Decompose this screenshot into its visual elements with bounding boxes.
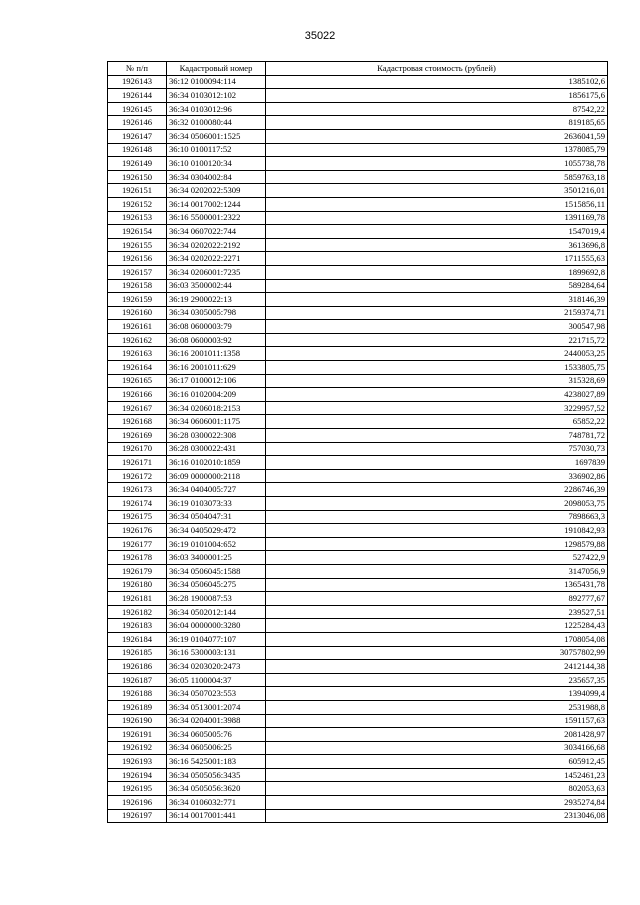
table-row xyxy=(108,401,608,415)
table-row xyxy=(108,225,608,239)
cadastral-number-cell: 36:34 0513001:2074 xyxy=(167,700,266,714)
row-number-cell: 1926183 xyxy=(108,619,167,633)
row-number-cell: 1926190 xyxy=(108,714,167,728)
table-row xyxy=(108,469,608,483)
table-header-row xyxy=(108,62,608,76)
table-row xyxy=(108,578,608,592)
row-number-cell: 1926186 xyxy=(108,660,167,674)
row-number-cell: 1926144 xyxy=(108,89,167,103)
cadastral-value-cell: 2286746,39 xyxy=(266,483,608,497)
cadastral-value-cell: 3147056,9 xyxy=(266,564,608,578)
row-number-cell: 1926148 xyxy=(108,143,167,157)
table-row xyxy=(108,170,608,184)
row-number-cell: 1926188 xyxy=(108,687,167,701)
row-number-cell: 1926181 xyxy=(108,592,167,606)
cadastral-value-cell: 2081428,97 xyxy=(266,728,608,742)
cadastral-value-cell: 3229957,52 xyxy=(266,401,608,415)
cadastral-value-cell: 315328,69 xyxy=(266,374,608,388)
table-row xyxy=(108,197,608,211)
row-number-cell: 1926197 xyxy=(108,809,167,823)
row-number-cell: 1926187 xyxy=(108,673,167,687)
cadastral-value-cell: 1225284,43 xyxy=(266,619,608,633)
table-row xyxy=(108,497,608,511)
row-number-cell: 1926175 xyxy=(108,510,167,524)
cadastral-number-cell: 36:28 0300022:431 xyxy=(167,442,266,456)
row-number-cell: 1926165 xyxy=(108,374,167,388)
table-row xyxy=(108,102,608,116)
cadastral-value-cell: 336902,86 xyxy=(266,469,608,483)
cadastral-value-cell: 7898663,3 xyxy=(266,510,608,524)
table-row xyxy=(108,592,608,606)
row-number-cell: 1926196 xyxy=(108,796,167,810)
table-row xyxy=(108,184,608,198)
table-row xyxy=(108,537,608,551)
header-row-number: № п/п xyxy=(108,62,167,76)
row-number-cell: 1926151 xyxy=(108,184,167,198)
cadastral-value-cell: 2098053,75 xyxy=(266,497,608,511)
table-row xyxy=(108,728,608,742)
cadastral-value-cell: 65852,22 xyxy=(266,415,608,429)
cadastral-number-cell: 36:34 0206001:7235 xyxy=(167,265,266,279)
table-row xyxy=(108,129,608,143)
cadastral-number-cell: 36:17 0100012:106 xyxy=(167,374,266,388)
cadastral-value-cell: 87542,22 xyxy=(266,102,608,116)
table-row xyxy=(108,700,608,714)
cadastral-number-cell: 36:14 0017002:1244 xyxy=(167,197,266,211)
row-number-cell: 1926177 xyxy=(108,537,167,551)
cadastral-number-cell: 36:34 0206018:2153 xyxy=(167,401,266,415)
cadastral-number-cell: 36:19 0103073:33 xyxy=(167,497,266,511)
cadastral-number-cell: 36:34 0607022:744 xyxy=(167,225,266,239)
cadastral-value-cell: 3613696,8 xyxy=(266,238,608,252)
table-row xyxy=(108,483,608,497)
cadastral-number-cell: 36:16 5300003:131 xyxy=(167,646,266,660)
table-row xyxy=(108,388,608,402)
cadastral-number-cell: 36:34 0202022:2271 xyxy=(167,252,266,266)
row-number-cell: 1926182 xyxy=(108,605,167,619)
row-number-cell: 1926167 xyxy=(108,401,167,415)
table-row xyxy=(108,796,608,810)
cadastral-number-cell: 36:19 2900022:13 xyxy=(167,293,266,307)
cadastral-number-cell: 36:16 0102010:1859 xyxy=(167,456,266,470)
cadastral-value-cell: 527422,9 xyxy=(266,551,608,565)
cadastral-value-cell: 1055738,78 xyxy=(266,157,608,171)
table-row xyxy=(108,265,608,279)
table-row xyxy=(108,782,608,796)
cadastral-value-cell: 2159374,71 xyxy=(266,306,608,320)
cadastral-value-cell: 819185,65 xyxy=(266,116,608,130)
table-row xyxy=(108,347,608,361)
table-row xyxy=(108,524,608,538)
cadastral-value-cell: 235657,35 xyxy=(266,673,608,687)
cadastral-value-cell: 1533805,75 xyxy=(266,361,608,375)
cadastral-value-cell: 221715,72 xyxy=(266,333,608,347)
cadastral-value-cell: 2531988,8 xyxy=(266,700,608,714)
cadastral-value-cell: 1856175,6 xyxy=(266,89,608,103)
row-number-cell: 1926143 xyxy=(108,75,167,89)
cadastral-number-cell: 36:16 5500001:2322 xyxy=(167,211,266,225)
table-row xyxy=(108,456,608,470)
table-row xyxy=(108,646,608,660)
row-number-cell: 1926159 xyxy=(108,293,167,307)
cadastral-value-cell: 1378085,79 xyxy=(266,143,608,157)
cadastral-number-cell: 36:10 0100117:52 xyxy=(167,143,266,157)
cadastral-number-cell: 36:34 0203020:2473 xyxy=(167,660,266,674)
row-number-cell: 1926173 xyxy=(108,483,167,497)
cadastral-value-cell: 4238027,89 xyxy=(266,388,608,402)
row-number-cell: 1926168 xyxy=(108,415,167,429)
table-row xyxy=(108,564,608,578)
cadastral-number-cell: 36:34 0502012:144 xyxy=(167,605,266,619)
table-row xyxy=(108,429,608,443)
table-row xyxy=(108,75,608,89)
cadastral-number-cell: 36:16 5425001:183 xyxy=(167,755,266,769)
row-number-cell: 1926150 xyxy=(108,170,167,184)
cadastral-number-cell: 36:19 0104077:107 xyxy=(167,632,266,646)
cadastral-number-cell: 36:34 0305005:798 xyxy=(167,306,266,320)
cadastral-value-cell: 802053,63 xyxy=(266,782,608,796)
table-row xyxy=(108,605,608,619)
cadastral-value-cell: 1298579,88 xyxy=(266,537,608,551)
cadastral-number-cell: 36:34 0605006:25 xyxy=(167,741,266,755)
table-row xyxy=(108,755,608,769)
row-number-cell: 1926157 xyxy=(108,265,167,279)
cadastral-number-cell: 36:10 0100120:34 xyxy=(167,157,266,171)
table-row xyxy=(108,361,608,375)
cadastral-number-cell: 36:34 0505056:3620 xyxy=(167,782,266,796)
cadastral-value-cell: 1708054,08 xyxy=(266,632,608,646)
row-number-cell: 1926169 xyxy=(108,429,167,443)
cadastral-number-cell: 36:34 0505056:3435 xyxy=(167,768,266,782)
table-row xyxy=(108,211,608,225)
cadastral-value-cell: 1391169,78 xyxy=(266,211,608,225)
cadastral-value-cell: 2313046,08 xyxy=(266,809,608,823)
table-row xyxy=(108,415,608,429)
cadastral-value-cell: 2412144,38 xyxy=(266,660,608,674)
table-row xyxy=(108,143,608,157)
table-row xyxy=(108,551,608,565)
cadastral-value-cell: 30757802,99 xyxy=(266,646,608,660)
cadastral-value-cell: 3034166,68 xyxy=(266,741,608,755)
table-row xyxy=(108,442,608,456)
cadastral-number-cell: 36:16 2001011:629 xyxy=(167,361,266,375)
row-number-cell: 1926146 xyxy=(108,116,167,130)
cadastral-value-cell: 1591157,63 xyxy=(266,714,608,728)
table-row xyxy=(108,320,608,334)
table-row xyxy=(108,374,608,388)
table-row xyxy=(108,89,608,103)
cadastral-number-cell: 36:34 0204001:3988 xyxy=(167,714,266,728)
table-row xyxy=(108,279,608,293)
row-number-cell: 1926166 xyxy=(108,388,167,402)
cadastral-number-cell: 36:34 0202022:5309 xyxy=(167,184,266,198)
cadastral-value-cell: 757030,73 xyxy=(266,442,608,456)
cadastral-value-cell: 5859763,18 xyxy=(266,170,608,184)
table-row xyxy=(108,293,608,307)
cadastral-value-cell: 2935274,84 xyxy=(266,796,608,810)
cadastral-number-cell: 36:34 0605005:76 xyxy=(167,728,266,742)
table-row xyxy=(108,238,608,252)
table-row xyxy=(108,252,608,266)
cadastral-number-cell: 36:19 0101004:652 xyxy=(167,537,266,551)
row-number-cell: 1926160 xyxy=(108,306,167,320)
row-number-cell: 1926149 xyxy=(108,157,167,171)
cadastral-value-cell: 748781,72 xyxy=(266,429,608,443)
cadastral-value-cell: 2636041,59 xyxy=(266,129,608,143)
row-number-cell: 1926176 xyxy=(108,524,167,538)
cadastral-number-cell: 36:34 0506045:1588 xyxy=(167,564,266,578)
row-number-cell: 1926184 xyxy=(108,632,167,646)
cadastral-value-cell: 1547019,4 xyxy=(266,225,608,239)
row-number-cell: 1926171 xyxy=(108,456,167,470)
row-number-cell: 1926193 xyxy=(108,755,167,769)
cadastral-number-cell: 36:03 3400001:25 xyxy=(167,551,266,565)
cadastral-number-cell: 36:12 0100094:114 xyxy=(167,75,266,89)
cadastral-value-cell: 1452461,23 xyxy=(266,768,608,782)
cadastral-number-cell: 36:28 0300022:308 xyxy=(167,429,266,443)
row-number-cell: 1926156 xyxy=(108,252,167,266)
row-number-cell: 1926147 xyxy=(108,129,167,143)
table-row xyxy=(108,619,608,633)
table-row xyxy=(108,768,608,782)
cadastral-value-cell: 1394099,4 xyxy=(266,687,608,701)
row-number-cell: 1926172 xyxy=(108,469,167,483)
cadastral-number-cell: 36:16 2001011:1358 xyxy=(167,347,266,361)
cadastral-number-cell: 36:04 0000000:3280 xyxy=(167,619,266,633)
header-cadastral-number: Кадастровый номер xyxy=(167,62,266,76)
row-number-cell: 1926158 xyxy=(108,279,167,293)
page-number: 35022 xyxy=(304,30,336,42)
table-row xyxy=(108,510,608,524)
table-row xyxy=(108,306,608,320)
cadastral-value-cell: 605912,45 xyxy=(266,755,608,769)
cadastral-number-cell: 36:16 0102004:209 xyxy=(167,388,266,402)
row-number-cell: 1926191 xyxy=(108,728,167,742)
cadastral-number-cell: 36:34 0507023:553 xyxy=(167,687,266,701)
cadastral-number-cell: 36:32 0100080:44 xyxy=(167,116,266,130)
cadastral-value-cell: 1711555,63 xyxy=(266,252,608,266)
cadastral-value-cell: 2440053,25 xyxy=(266,347,608,361)
cadastral-value-cell: 1899692,8 xyxy=(266,265,608,279)
table-row xyxy=(108,673,608,687)
cadastral-value-cell: 1515856,11 xyxy=(266,197,608,211)
cadastral-number-cell: 36:34 0106032:771 xyxy=(167,796,266,810)
cadastral-number-cell: 36:34 0506001:1525 xyxy=(167,129,266,143)
cadastral-number-cell: 36:28 1900087:53 xyxy=(167,592,266,606)
table-row xyxy=(108,687,608,701)
row-number-cell: 1926195 xyxy=(108,782,167,796)
cadastral-number-cell: 36:03 3500002:44 xyxy=(167,279,266,293)
cadastral-value-cell: 1910842,93 xyxy=(266,524,608,538)
table-row xyxy=(108,157,608,171)
row-number-cell: 1926178 xyxy=(108,551,167,565)
row-number-cell: 1926185 xyxy=(108,646,167,660)
cadastral-number-cell: 36:34 0304002:84 xyxy=(167,170,266,184)
row-number-cell: 1926155 xyxy=(108,238,167,252)
row-number-cell: 1926179 xyxy=(108,564,167,578)
cadastral-value-cell: 1385102,6 xyxy=(266,75,608,89)
cadastral-value-cell: 589284,64 xyxy=(266,279,608,293)
table-row xyxy=(108,116,608,130)
row-number-cell: 1926145 xyxy=(108,102,167,116)
table-row xyxy=(108,660,608,674)
cadastral-number-cell: 36:34 0506045:275 xyxy=(167,578,266,592)
cadastral-number-cell: 36:34 0103012:102 xyxy=(167,89,266,103)
cadastral-value-cell: 1365431,78 xyxy=(266,578,608,592)
row-number-cell: 1926163 xyxy=(108,347,167,361)
table-body xyxy=(108,75,608,823)
row-number-cell: 1926161 xyxy=(108,320,167,334)
cadastral-value-cell: 3501216,01 xyxy=(266,184,608,198)
header-cadastral-value: Кадастровая стоимость (рублей) xyxy=(266,62,608,76)
row-number-cell: 1926162 xyxy=(108,333,167,347)
cadastral-value-cell: 318146,39 xyxy=(266,293,608,307)
row-number-cell: 1926194 xyxy=(108,768,167,782)
row-number-cell: 1926174 xyxy=(108,497,167,511)
table-row xyxy=(108,632,608,646)
cadastral-value-cell: 239527,51 xyxy=(266,605,608,619)
cadastral-number-cell: 36:34 0504047:31 xyxy=(167,510,266,524)
cadastral-number-cell: 36:34 0606001:1175 xyxy=(167,415,266,429)
cadastral-number-cell: 36:08 0600003:92 xyxy=(167,333,266,347)
table-row xyxy=(108,333,608,347)
row-number-cell: 1926153 xyxy=(108,211,167,225)
row-number-cell: 1926189 xyxy=(108,700,167,714)
table-row xyxy=(108,809,608,823)
row-number-cell: 1926170 xyxy=(108,442,167,456)
row-number-cell: 1926192 xyxy=(108,741,167,755)
cadastral-value-cell: 300547,98 xyxy=(266,320,608,334)
row-number-cell: 1926152 xyxy=(108,197,167,211)
row-number-cell: 1926180 xyxy=(108,578,167,592)
cadastral-number-cell: 36:05 1100004:37 xyxy=(167,673,266,687)
cadastral-number-cell: 36:14 0017001:441 xyxy=(167,809,266,823)
cadastral-value-cell: 892777,67 xyxy=(266,592,608,606)
cadastral-number-cell: 36:09 0000000:2118 xyxy=(167,469,266,483)
cadastral-value-cell: 1697839 xyxy=(266,456,608,470)
row-number-cell: 1926154 xyxy=(108,225,167,239)
cadastral-value-table xyxy=(107,61,608,823)
cadastral-number-cell: 36:08 0600003:79 xyxy=(167,320,266,334)
cadastral-number-cell: 36:34 0103012:96 xyxy=(167,102,266,116)
cadastral-number-cell: 36:34 0404005:727 xyxy=(167,483,266,497)
cadastral-number-cell: 36:34 0202022:2192 xyxy=(167,238,266,252)
table-row xyxy=(108,714,608,728)
table-row xyxy=(108,741,608,755)
row-number-cell: 1926164 xyxy=(108,361,167,375)
cadastral-number-cell: 36:34 0405029:472 xyxy=(167,524,266,538)
